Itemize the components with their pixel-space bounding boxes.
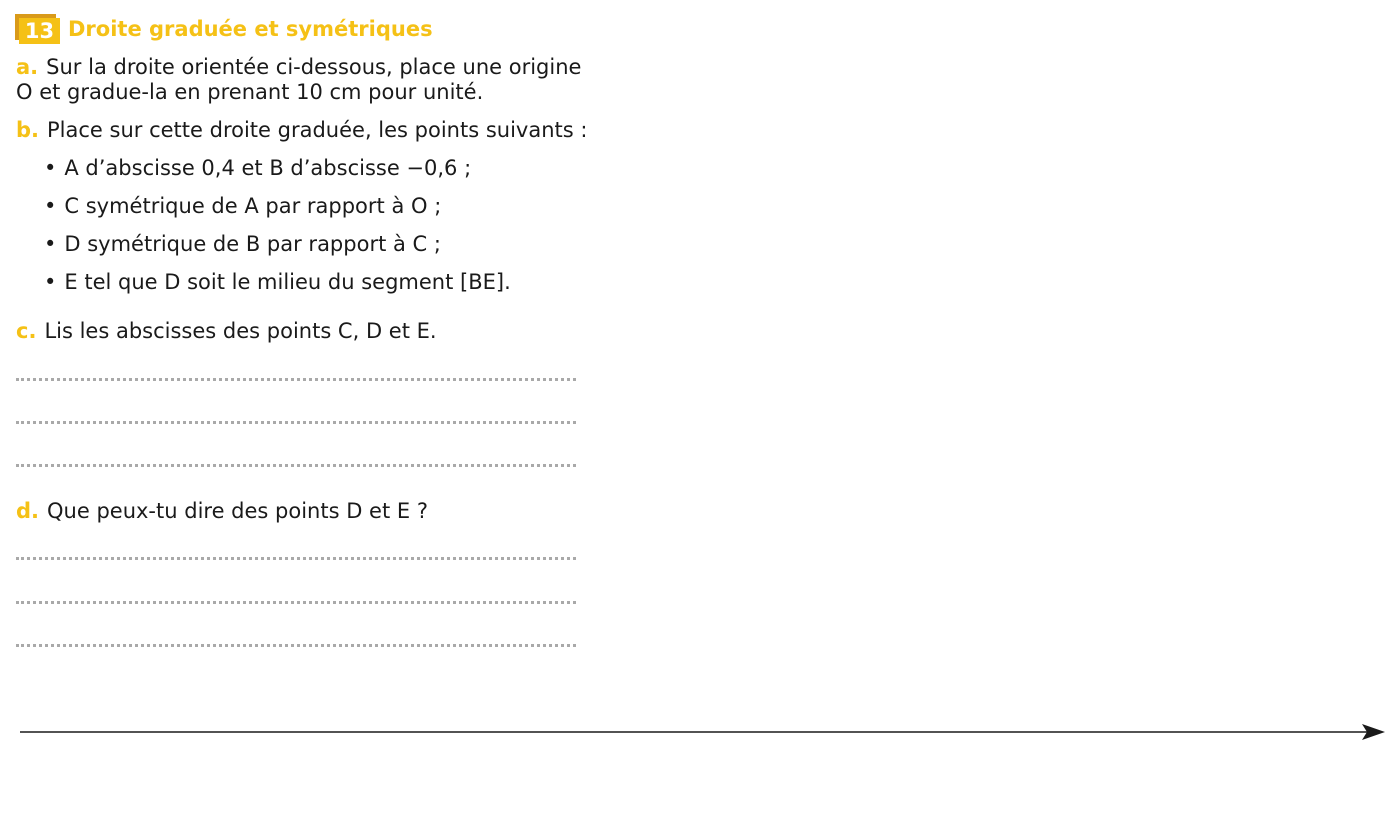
bullet-text: D symétrique de B par rapport à C ; (64, 232, 441, 256)
part-a-text-line2: O et gradue-la en prenant 10 cm pour unité. (16, 80, 484, 104)
exercise-title: Droite graduée et symétriques (68, 17, 433, 41)
bullet-text: C symétrique de A par rapport à O ; (64, 194, 442, 218)
part-c-letter: c. (16, 319, 37, 343)
part-b-text: Place sur cette droite graduée, les points suivants : (47, 118, 588, 142)
part-a-letter: a. (16, 55, 39, 79)
bullet-item: • E tel que D soit le milieu du segment [BE]. (44, 270, 511, 294)
part-c-text: Lis les abscisses des points C, D et E. (44, 319, 437, 343)
bullet-item: • A d’abscisse 0,4 et B d’abscisse −0,6 ; (44, 156, 472, 180)
part-d-text: Que peux-tu dire des points D et E ? (47, 499, 428, 523)
bullet-text: E tel que D soit le milieu du segment [BE]. (64, 270, 511, 294)
part-b-letter: b. (16, 118, 40, 142)
bullet-item: • D symétrique de B par rapport à C ; (44, 232, 441, 256)
bullet-item: • C symétrique de A par rapport à O ; (44, 194, 442, 218)
exercise-number: 13 (19, 18, 60, 44)
bullet-text: A d’abscisse 0,4 et B d’abscisse −0,6 ; (64, 156, 472, 180)
part-d-letter: d. (16, 499, 40, 523)
part-a-text-line1: Sur la droite orientée ci-dessous, place une origine (46, 55, 582, 79)
